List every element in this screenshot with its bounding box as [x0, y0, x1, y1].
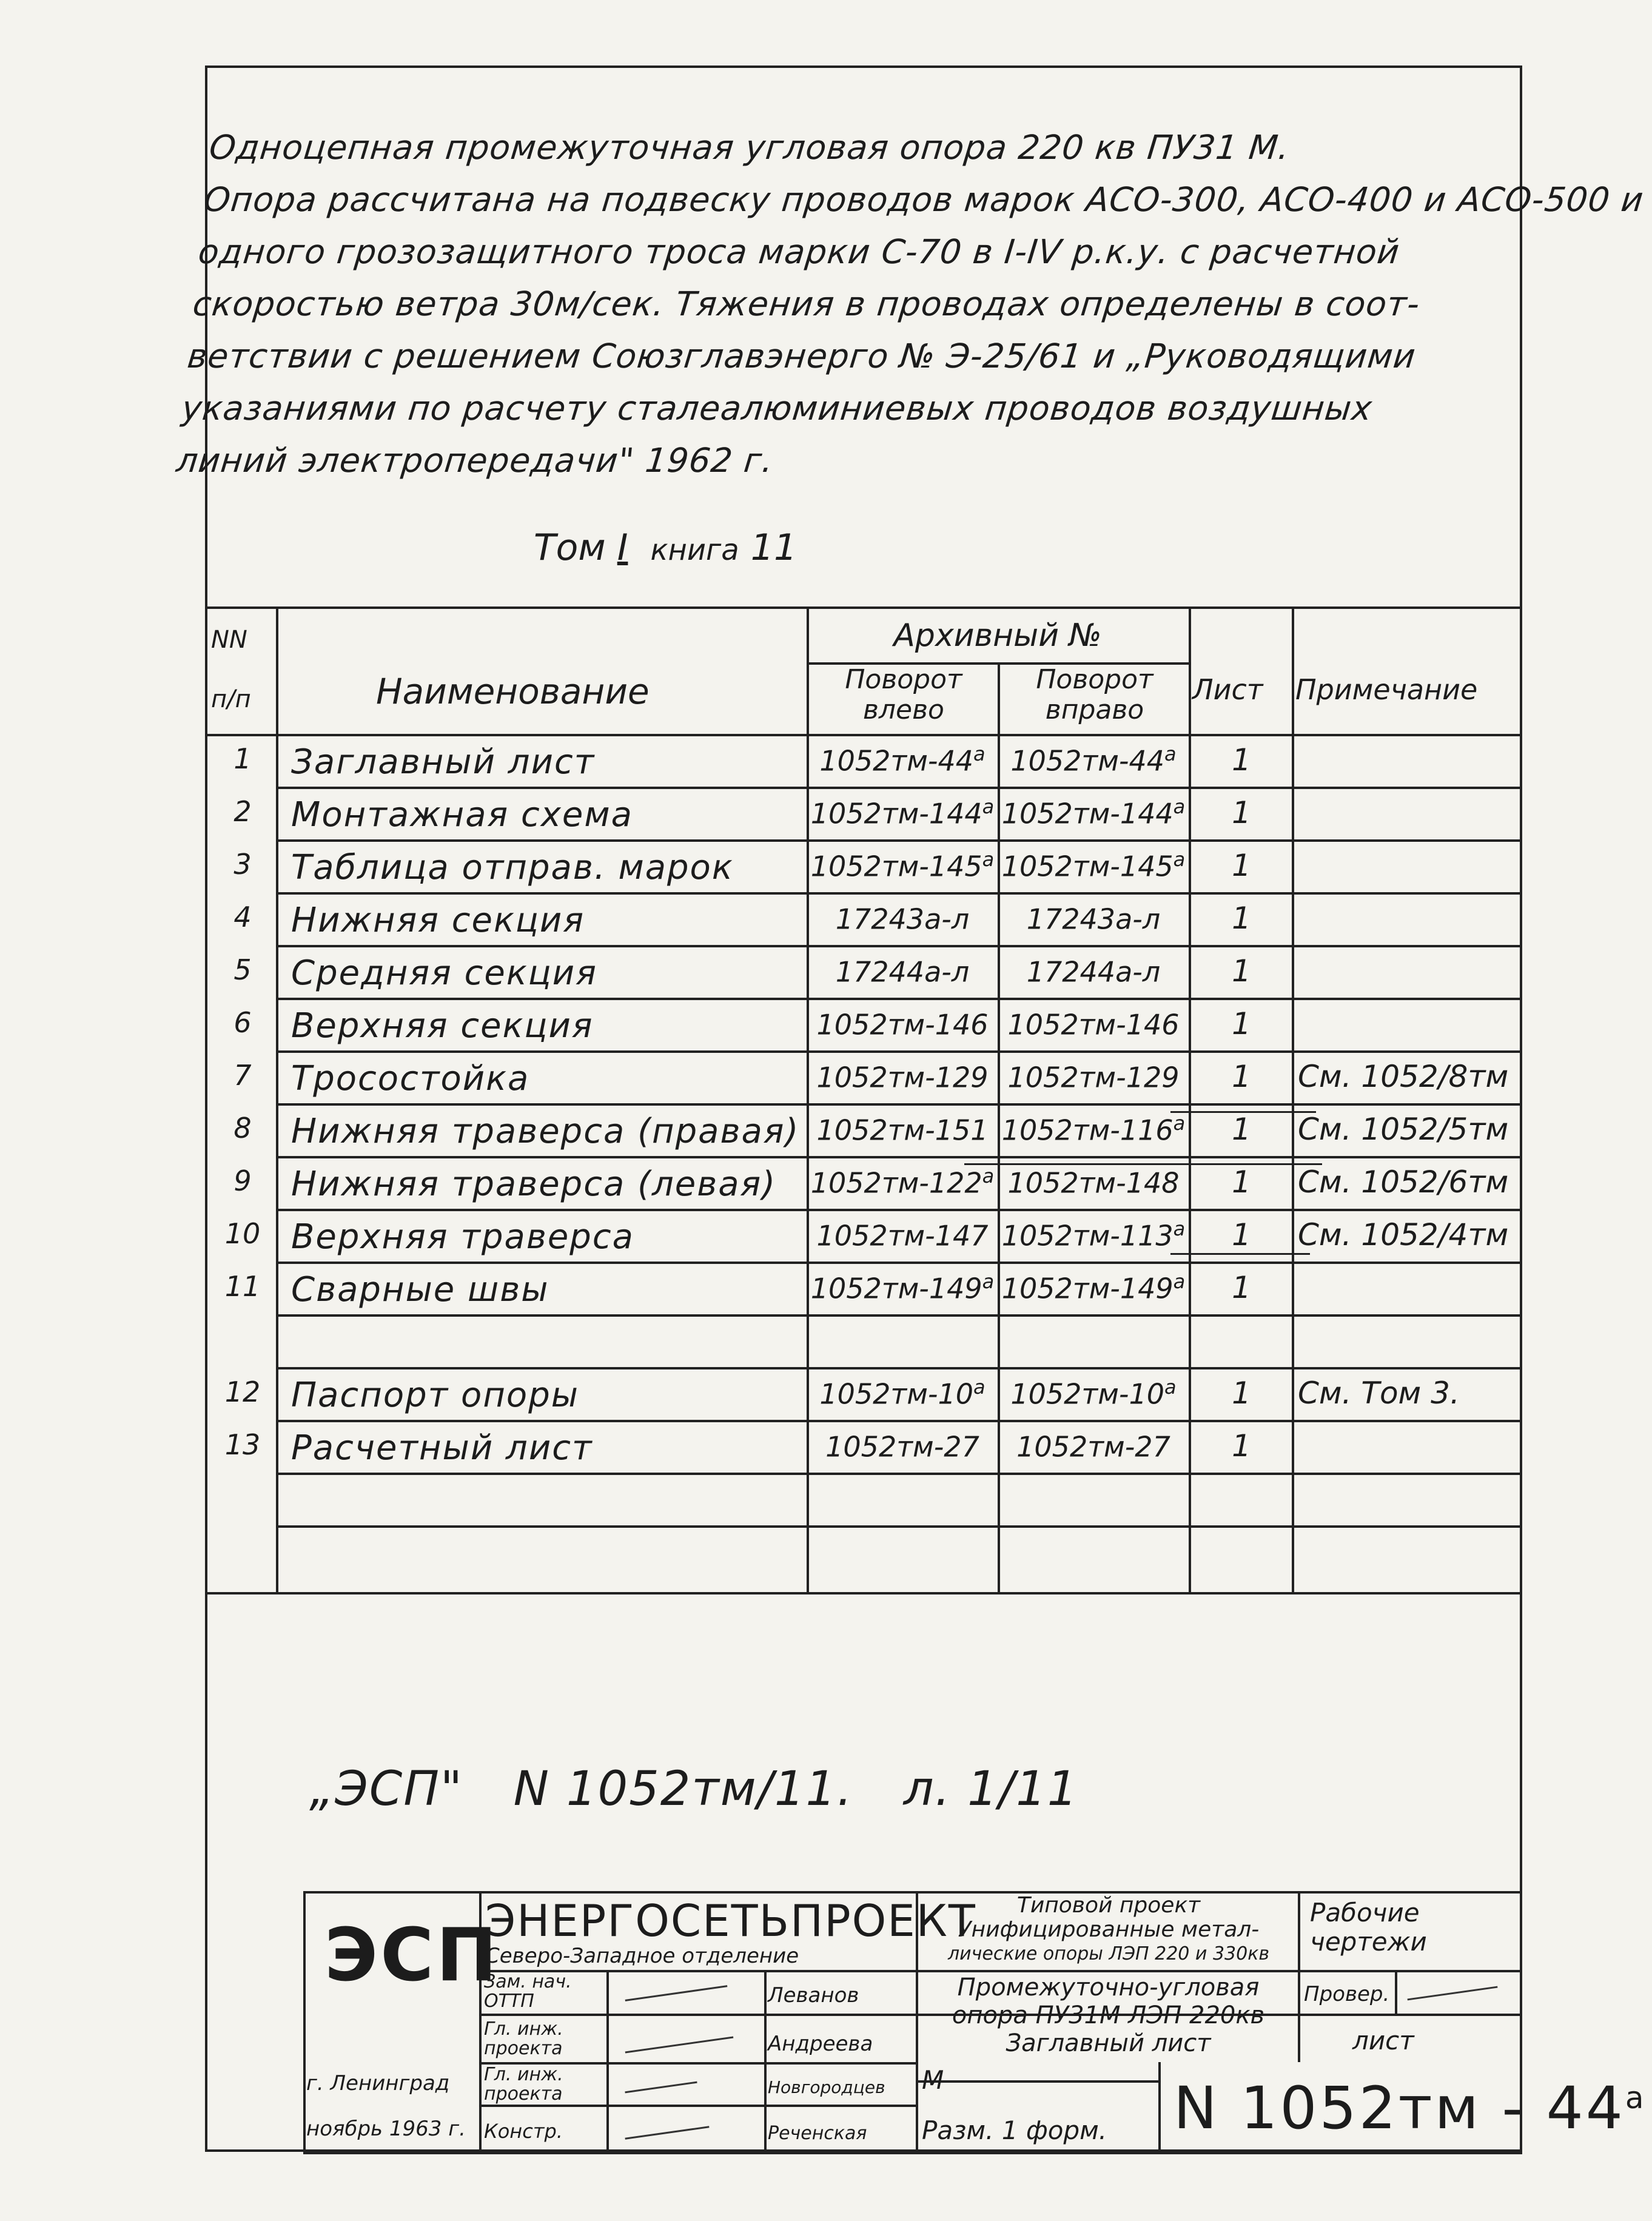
row-sheet-text: 1 [1232, 901, 1251, 936]
title-block-bottom [303, 2152, 1522, 2154]
row-right-archive-sup: а [1173, 795, 1186, 818]
row-note-text: См. 1052/5тм [1298, 1112, 1509, 1147]
row-right-archive [999, 1059, 1187, 1094]
row-number [212, 848, 273, 881]
row-name-text: Расчетный лист [291, 1428, 593, 1468]
row-right-archive-text: 1052тм-144 [1001, 797, 1174, 830]
volume-label [534, 526, 797, 569]
row-number [212, 1006, 273, 1039]
title-block-line [1298, 2014, 1522, 2016]
row-sheet [1190, 1006, 1293, 1041]
row-left-archive-text: 1052тм-147 [816, 1219, 989, 1252]
title-block-divider [303, 1891, 306, 2152]
header-left-turn-line: влево [863, 694, 944, 725]
row-left-archive [808, 1428, 996, 1463]
row-sheet [1190, 1164, 1293, 1200]
role-label: Констр. [484, 2120, 563, 2143]
row-right-archive [999, 1376, 1187, 1410]
format-label: Разм. 1 форм. [922, 2115, 1107, 2145]
volume-book-word: книга [650, 533, 739, 567]
row-right-archive-text: 1052тм-116 [1001, 1114, 1174, 1147]
project-type [921, 1893, 1297, 1966]
row-right-archive [999, 1270, 1187, 1305]
row-number [212, 1376, 273, 1408]
row-name-text: Монтажная схема [291, 795, 633, 835]
row-divider [276, 1103, 1522, 1106]
header-left-turn [813, 665, 995, 725]
row-left-archive-text: 1052тм-10 [819, 1377, 974, 1411]
row-sheet [1190, 1428, 1293, 1463]
row-left-archive-text: 1052тм-151 [816, 1114, 989, 1147]
title-block-line [479, 2105, 916, 2107]
row-right-archive [999, 901, 1187, 935]
row-left-archive-text: 17243а-л [835, 902, 970, 936]
row-left-archive [808, 901, 996, 935]
row-left-archive-text: 1052тм-145 [810, 850, 982, 883]
row-sheet-text: 1 [1232, 1217, 1251, 1252]
row-name [291, 1270, 549, 1309]
scale-label: М [922, 2065, 944, 2095]
row-divider [276, 1367, 1522, 1369]
row-number [212, 1217, 273, 1250]
row-sheet [1190, 1217, 1293, 1252]
row-name [291, 1059, 529, 1098]
row-sheet-text: 1 [1232, 1112, 1251, 1147]
row-left-archive-sup: а [973, 1376, 985, 1399]
row-name [291, 1006, 594, 1046]
title-block-divider [606, 1970, 609, 2152]
row-number-text: 13 [224, 1428, 261, 1461]
row-divider [276, 998, 1522, 1000]
stamp-code-prefix: „ЭСП" [309, 1762, 463, 1816]
row-right-archive-sup: а [1164, 1376, 1177, 1399]
row-sheet-text: 1 [1232, 848, 1251, 883]
stamp-document-code [309, 1762, 1112, 1816]
row-right-archive [999, 848, 1187, 882]
row-left-archive-sup: а [982, 848, 995, 871]
document-number [1174, 2074, 1646, 2142]
row-number-text: 10 [224, 1217, 261, 1250]
row-note [1298, 1164, 1508, 1200]
row-note-text: См. 1052/4тм [1298, 1217, 1509, 1252]
row-right-archive-text: 17243а-л [1026, 902, 1161, 936]
project-type-line: Типовой проект [1016, 1893, 1201, 1918]
row-number [212, 1112, 273, 1144]
row-right-archive-text: 1052тм-148 [1007, 1166, 1180, 1200]
row-name [291, 1217, 634, 1257]
row-left-archive-text: 1052тм-122 [810, 1166, 982, 1200]
row-sheet-text: 1 [1232, 1376, 1251, 1411]
stamp-city: г. Ленинград [306, 2071, 450, 2095]
person-name: Андреева [768, 2032, 873, 2056]
row-left-archive-text: 1052тм-27 [825, 1430, 979, 1463]
row-number-text: 6 [233, 1006, 252, 1039]
row-divider [276, 1420, 1522, 1422]
row-sheet-text: 1 [1232, 953, 1251, 989]
row-number-text: 3 [233, 848, 252, 881]
project-type-line: лические опоры ЛЭП 220 и 330кв [947, 1943, 1270, 1964]
row-sheet-text: 1 [1232, 742, 1251, 778]
title-block-line [916, 2080, 1158, 2083]
row-left-archive [808, 795, 996, 830]
row-left-archive-text: 1052тм-146 [816, 1008, 989, 1041]
reference-arrow [1170, 1253, 1310, 1255]
project-type-line: Унифицированные метал- [958, 1917, 1260, 1942]
header-name: Наименование [376, 671, 650, 712]
volume-tom-word: Том [534, 526, 606, 569]
row-name [291, 1112, 799, 1151]
row-number-text: 5 [233, 953, 252, 986]
stamp-code-sheet: л. 1/11 [903, 1762, 1079, 1816]
row-divider [276, 1050, 1522, 1053]
row-left-archive-sup: а [982, 1270, 995, 1293]
row-number-text: 2 [233, 795, 252, 828]
row-sheet-text: 1 [1232, 1270, 1251, 1305]
row-divider [276, 1525, 1522, 1528]
row-name-text: Нижняя секция [291, 901, 585, 940]
row-sheet [1190, 1059, 1293, 1094]
title-block-top [303, 1891, 1522, 1893]
row-left-archive-text: 1052тм-149 [810, 1272, 982, 1305]
row-right-archive-sup: а [1173, 1217, 1186, 1240]
row-note [1298, 1059, 1508, 1094]
role-label [484, 1972, 572, 2011]
role-line: ОТТП [484, 1991, 534, 2012]
row-left-archive [808, 742, 996, 777]
row-name [291, 953, 597, 993]
row-name [291, 1428, 593, 1468]
row-right-archive-text: 1052тм-145 [1001, 850, 1174, 883]
reference-arrow [1170, 1111, 1316, 1113]
row-sheet [1190, 848, 1293, 883]
row-sheet [1190, 901, 1293, 936]
row-right-archive-text: 1052тм-10 [1010, 1377, 1165, 1411]
row-right-archive [999, 1217, 1187, 1252]
row-name-text: Нижняя траверса (правая) [291, 1112, 800, 1151]
row-number [212, 795, 273, 828]
person-name: Новгородцев [768, 2077, 885, 2097]
row-name-text: Сварные швы [291, 1270, 549, 1309]
row-sheet [1190, 953, 1293, 989]
row-right-archive-text: 1052тм-44 [1010, 744, 1165, 778]
stamp-date: ноябрь 1963 г. [306, 2117, 466, 2141]
row-sheet-text: 1 [1232, 1164, 1251, 1200]
row-right-archive-text: 1052тм-146 [1007, 1008, 1180, 1041]
title-block-divider [764, 1970, 767, 2152]
drawing-title [922, 1974, 1295, 2057]
stage-label [1310, 1898, 1427, 1957]
row-left-archive-sup: а [982, 795, 995, 818]
row-right-archive [999, 795, 1187, 830]
row-divider [276, 945, 1522, 947]
title-block-divider [1158, 2062, 1161, 2152]
header-nn-bottom: п/п [211, 685, 251, 713]
intro-line: одного грозозащитного троса марки С-70 в I-IV р.к.у. с расчетной [196, 232, 1402, 271]
row-name-text: Паспорт опоры [291, 1376, 579, 1415]
title-block-divider [1298, 1891, 1300, 2062]
role-line: проекта [484, 2083, 563, 2105]
row-left-archive-text: 17244а-л [835, 955, 970, 989]
row-divider [276, 1473, 1522, 1475]
row-number-text: 12 [224, 1376, 261, 1408]
row-number [212, 953, 273, 986]
table-top-border [205, 606, 1522, 609]
row-right-archive [999, 1006, 1187, 1041]
header-nn-top: NN [211, 626, 247, 654]
intro-paragraph [174, 121, 1646, 486]
stamp-code-number: N 1052тм/11. [513, 1762, 853, 1816]
row-right-archive-sup: а [1173, 1270, 1186, 1293]
row-note [1298, 1217, 1508, 1252]
row-right-archive [999, 1428, 1187, 1463]
person-name: Леванов [768, 1983, 859, 2008]
row-name-text: Верхняя траверса [291, 1217, 634, 1257]
esp-logo: ЭСП [324, 1914, 500, 1998]
row-left-archive-sup: а [982, 1164, 995, 1188]
row-right-archive-sup: а [1173, 1112, 1186, 1135]
row-left-archive [808, 1376, 996, 1410]
row-right-archive-sup: а [1173, 848, 1186, 871]
row-number [212, 1428, 273, 1461]
row-name [291, 901, 585, 940]
reference-arrow [964, 1163, 1322, 1165]
row-left-archive [808, 1006, 996, 1041]
stage-line: Рабочие [1310, 1898, 1420, 1927]
row-left-archive [808, 1270, 996, 1305]
intro-line: ветствии с решением Союзглавэнерго № Э-25/61 и „Руководящими [185, 337, 1418, 375]
row-divider [276, 892, 1522, 895]
row-name [291, 848, 734, 887]
row-number [212, 1164, 273, 1197]
header-bottom-border [205, 734, 1522, 736]
role-label [484, 2065, 563, 2104]
role-label [484, 2020, 563, 2058]
row-sheet [1190, 1376, 1293, 1411]
row-number [212, 1270, 273, 1303]
row-right-archive [999, 953, 1187, 988]
role-line: Гл. инж. [484, 2018, 563, 2040]
org-branch: Северо-Западное отделение [485, 1944, 799, 1968]
row-divider [276, 787, 1522, 789]
drawing-title-line: опора ПУ31М ЛЭП 220кв [952, 2001, 1265, 2029]
role-line: проекта [484, 2038, 563, 2059]
row-note-text: См. Том 3. [1298, 1376, 1460, 1411]
row-right-archive-text: 1052тм-113 [1001, 1219, 1174, 1252]
row-sheet-text: 1 [1232, 1006, 1251, 1041]
checked-label: Провер. [1304, 1982, 1390, 2006]
row-left-archive [808, 1059, 996, 1094]
header-archive: Архивный № [893, 617, 1102, 654]
volume-tom-number: I [617, 526, 628, 569]
row-number-text: 4 [233, 901, 252, 933]
header-note: Примечание [1295, 673, 1478, 706]
row-left-archive-text: 1052тм-44 [819, 744, 974, 778]
row-right-archive-sup: а [1164, 742, 1177, 765]
role-line: Зам. нач. [484, 1971, 572, 1992]
intro-line: Одноцепная промежуточная угловая опора 220 кв ПУ31 М. [207, 128, 1292, 167]
row-divider [276, 1314, 1522, 1317]
row-note-text: См. 1052/6тм [1298, 1164, 1509, 1200]
role-line: Гл. инж. [484, 2064, 563, 2085]
row-right-archive [999, 1112, 1187, 1146]
row-right-archive [999, 1164, 1187, 1199]
org-name: ЭНЕРГОСЕТЬПРОЕКТ [485, 1895, 976, 1946]
header-right-turn-line: Поворот [1036, 664, 1153, 695]
row-name-text: Нижняя траверса (левая) [291, 1164, 777, 1204]
row-note [1298, 1112, 1508, 1147]
row-divider [276, 1209, 1522, 1211]
row-number-text: 9 [233, 1164, 252, 1197]
row-number-text: 7 [233, 1059, 252, 1092]
row-sheet-text: 1 [1232, 1059, 1251, 1094]
title-block-divider [1395, 1970, 1397, 2014]
document-number-text: N 1052тм - 44 [1174, 2074, 1625, 2142]
row-divider [276, 839, 1522, 842]
row-number-text: 11 [224, 1270, 261, 1303]
row-sheet [1190, 1270, 1293, 1305]
header-right-turn [1004, 665, 1186, 725]
row-right-archive-text: 1052тм-27 [1016, 1430, 1170, 1463]
sheet-label: лист [1352, 2026, 1414, 2055]
row-sheet [1190, 1112, 1293, 1147]
row-number [212, 1059, 273, 1092]
row-sheet [1190, 742, 1293, 778]
row-left-archive [808, 953, 996, 988]
title-block-line [479, 1970, 1522, 1972]
header-left-turn-line: Поворот [845, 664, 962, 695]
row-name [291, 1164, 776, 1204]
column-divider [276, 606, 278, 1592]
row-right-archive-text: 1052тм-129 [1007, 1061, 1180, 1094]
row-number [212, 901, 273, 933]
row-name-text: Заглавный лист [291, 742, 596, 782]
drawing-title-line: Промежуточно-угловая [957, 1974, 1260, 2001]
row-name-text: Верхняя секция [291, 1006, 594, 1046]
row-name-text: Таблица отправ. марок [291, 848, 734, 887]
stage-line: чертежи [1310, 1927, 1427, 1957]
intro-line: скоростью ветра 30м/сек. Тяжения в проводах определены в соот- [191, 284, 1422, 323]
row-left-archive [808, 1112, 996, 1146]
row-divider [276, 1156, 1522, 1158]
volume-book-number: 11 [750, 526, 797, 569]
document-number-sup: а [1625, 2080, 1647, 2115]
row-name-text: Тросостойка [291, 1059, 530, 1098]
row-number-text: 8 [233, 1112, 252, 1144]
row-left-archive [808, 1164, 996, 1199]
row-right-archive-text: 17244а-л [1026, 955, 1161, 989]
row-name [291, 1376, 579, 1415]
row-left-archive [808, 848, 996, 882]
row-number [212, 742, 273, 775]
person-name: Реченская [768, 2123, 867, 2144]
header-right-turn-line: вправо [1045, 694, 1144, 725]
row-note [1298, 1376, 1460, 1411]
row-right-archive [999, 742, 1187, 777]
row-left-archive-sup: а [973, 742, 985, 765]
row-divider [276, 1262, 1522, 1264]
row-sheet-text: 1 [1232, 1428, 1251, 1463]
row-name [291, 742, 595, 782]
row-note-text: См. 1052/8тм [1298, 1059, 1509, 1094]
drawing-title-line: Заглавный лист [1006, 2029, 1211, 2057]
row-name [291, 795, 633, 835]
row-right-archive-text: 1052тм-149 [1001, 1272, 1174, 1305]
row-left-archive-text: 1052тм-129 [816, 1061, 989, 1094]
row-sheet [1190, 795, 1293, 830]
intro-line: Опора рассчитана на подвеску проводов марок АСО-300, АСО-400 и АСО-500 и [202, 180, 1646, 219]
row-number-text: 1 [233, 742, 252, 775]
table-bottom-border [205, 1592, 1522, 1594]
row-left-archive-text: 1052тм-144 [810, 797, 982, 830]
intro-line: указаниями по расчету сталеалюминиевых проводов воздушных [180, 389, 1375, 428]
row-name-text: Средняя секция [291, 953, 597, 993]
row-sheet-text: 1 [1232, 795, 1251, 830]
header-sheet: Лист [1192, 673, 1263, 706]
row-left-archive [808, 1217, 996, 1252]
intro-line: линий электропередачи" 1962 г. [174, 441, 776, 480]
